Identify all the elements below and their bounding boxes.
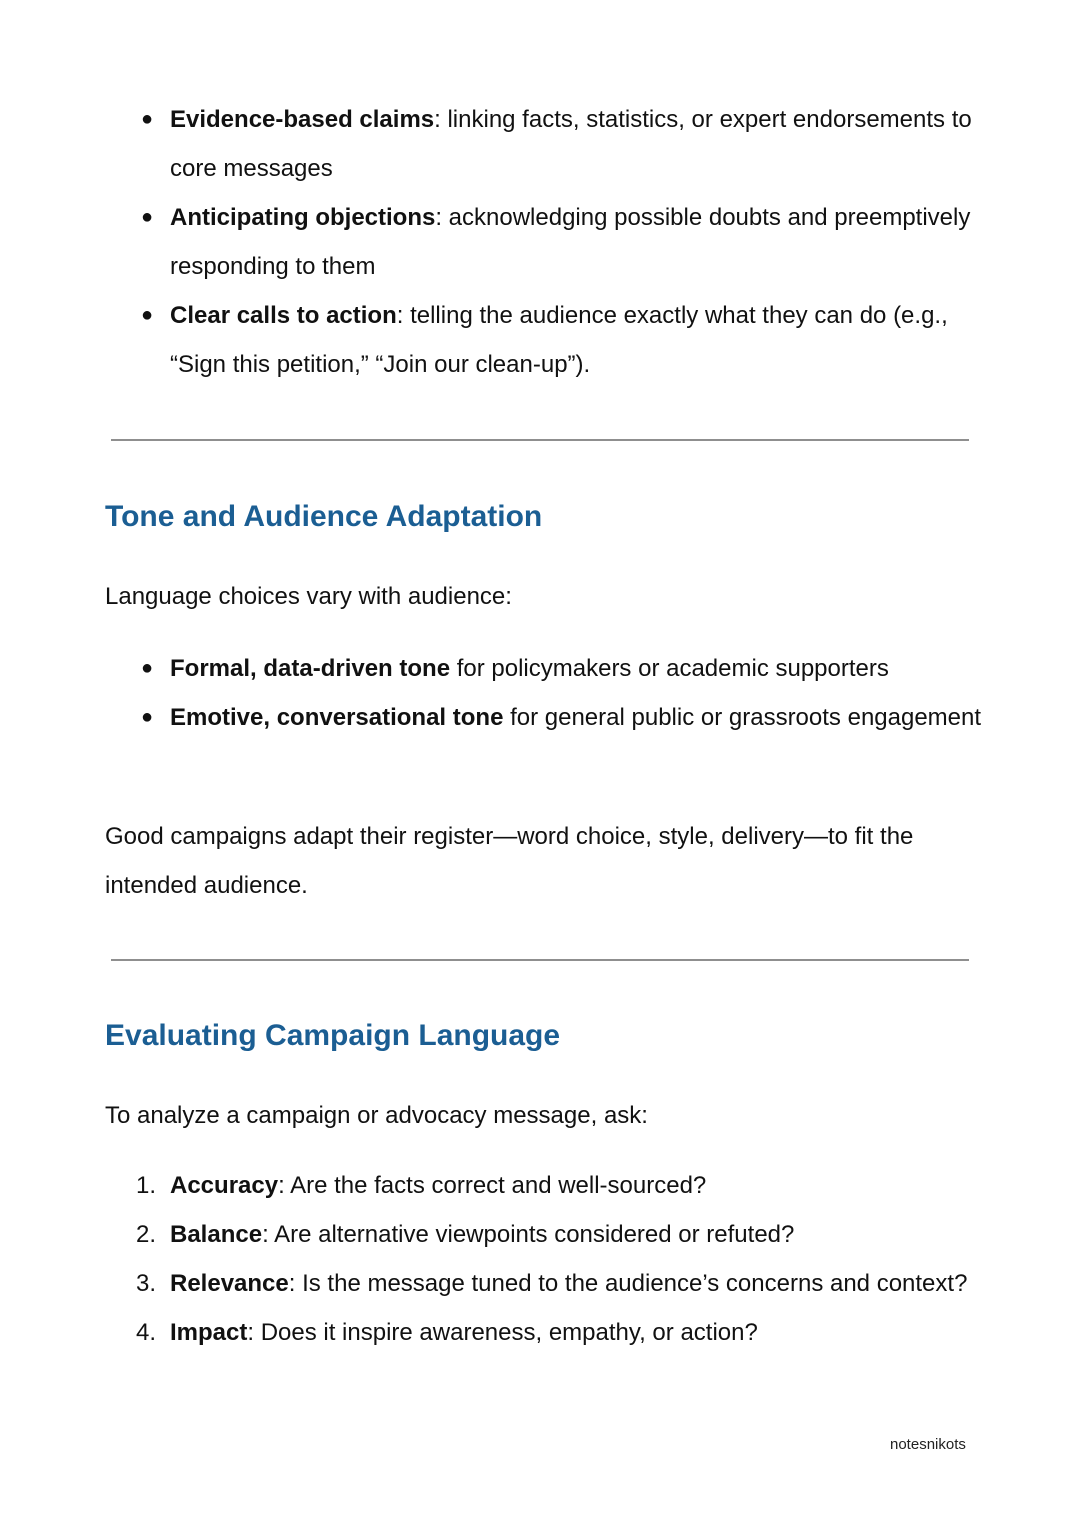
- item-term: Balance: [170, 1221, 263, 1248]
- section-heading-evaluating: Evaluating Campaign Language: [105, 1019, 561, 1052]
- persuasive-techniques-list: [105, 95, 985, 389]
- bullet-icon: ●: [141, 206, 154, 228]
- item-text: : Are the facts correct and well-sourced?: [278, 1172, 707, 1199]
- bullet-icon: ●: [141, 706, 154, 728]
- footer-brand: notesnikots: [890, 1436, 966, 1453]
- item-term: Emotive, conversational tone: [170, 704, 504, 731]
- item-text: : Is the message tuned to the audience’s concerns and context?: [288, 1270, 968, 1297]
- item-text: : acknowledging possible doubts and preemptively responding to them: [170, 204, 971, 280]
- item-term: Formal, data-driven tone: [170, 655, 451, 682]
- list-item: [105, 644, 985, 693]
- bullet-icon: ●: [141, 657, 154, 679]
- item-text: : telling the audience exactly what they can do (e.g., “Sign this petition,” “Join our clean-up”).: [170, 302, 948, 378]
- section-divider: [111, 959, 969, 961]
- list-item: [105, 1308, 985, 1357]
- list-item: [105, 193, 985, 291]
- section-intro: To analyze a campaign or advocacy message, ask:: [105, 1102, 648, 1129]
- item-term: Evidence-based claims: [170, 106, 435, 133]
- section-conclusion: Good campaigns adapt their register—word choice, style, delivery—to fit the intended audience.: [105, 823, 914, 899]
- bullet-icon: ●: [141, 108, 154, 130]
- section-intro: Language choices vary with audience:: [105, 583, 512, 610]
- list-item: [105, 291, 985, 389]
- item-term: Relevance: [170, 1270, 289, 1297]
- item-term: Accuracy: [170, 1172, 279, 1199]
- list-item: [105, 95, 985, 193]
- item-number: 2.: [136, 1221, 157, 1248]
- item-number: 3.: [136, 1270, 157, 1297]
- section-divider: [111, 439, 969, 441]
- item-text: for policymakers or academic supporters: [450, 655, 889, 682]
- evaluation-questions-list: [105, 1161, 985, 1357]
- item-text: : Does it inspire awareness, empathy, or action?: [247, 1319, 758, 1346]
- item-number: 4.: [136, 1319, 157, 1346]
- item-number: 1.: [136, 1172, 157, 1199]
- tone-list: [105, 644, 985, 742]
- list-item: [105, 1210, 985, 1259]
- item-text: : Are alternative viewpoints considered or refuted?: [262, 1221, 795, 1248]
- item-text: for general public or grassroots engagement: [503, 704, 982, 731]
- list-item: [105, 1259, 985, 1308]
- bullet-icon: ●: [141, 304, 154, 326]
- item-text: : linking facts, statistics, or expert endorsements to core messages: [170, 106, 972, 182]
- list-item: [105, 1161, 985, 1210]
- item-term: Anticipating objections: [170, 204, 436, 231]
- item-term: Impact: [170, 1319, 248, 1346]
- item-term: Clear calls to action: [170, 302, 397, 329]
- list-item: [105, 693, 985, 742]
- section-heading-tone: Tone and Audience Adaptation: [105, 500, 543, 533]
